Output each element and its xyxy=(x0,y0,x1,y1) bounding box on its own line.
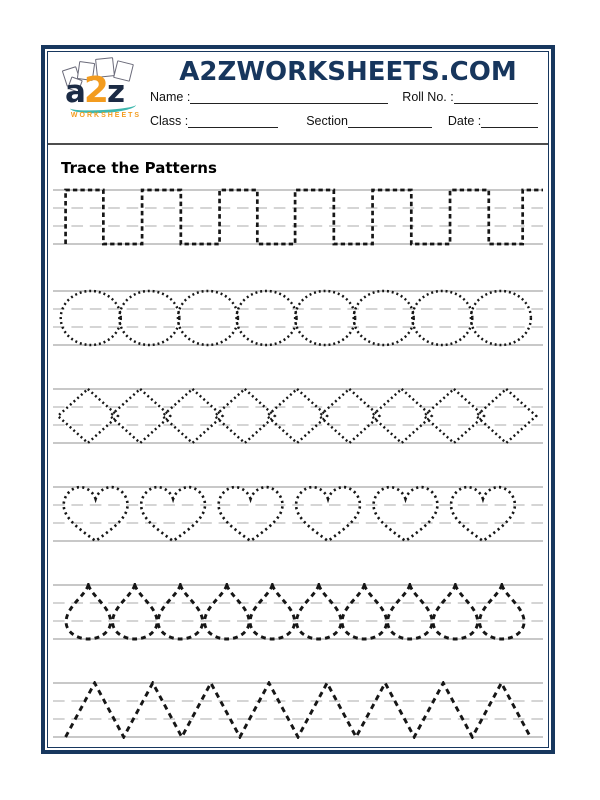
section-label: Section xyxy=(306,114,348,128)
form-row-1 xyxy=(150,90,538,104)
hearts-group xyxy=(64,487,515,541)
section-line[interactable] xyxy=(348,114,432,128)
guide-lines xyxy=(53,389,543,443)
header xyxy=(48,52,548,145)
worksheet-border-box xyxy=(41,45,555,754)
pattern-row-zigzag xyxy=(53,681,543,739)
roll-line[interactable] xyxy=(454,90,538,104)
circles-group xyxy=(61,291,531,345)
date-label: Date : xyxy=(447,114,482,128)
logo-letter-a: a xyxy=(65,74,84,110)
circles-trace-area[interactable] xyxy=(53,289,543,347)
pattern-row-square-wave xyxy=(53,188,543,246)
pattern-row-hearts xyxy=(53,485,543,543)
pattern-row-diamonds xyxy=(53,387,543,445)
guide-lines xyxy=(53,190,543,244)
square-wave-path xyxy=(66,190,543,244)
name-line[interactable] xyxy=(190,90,388,104)
teardrops-trace-area[interactable] xyxy=(53,583,543,641)
zigzag-trace-area[interactable] xyxy=(53,681,543,739)
student-info-fields xyxy=(150,90,548,128)
class-label: Class : xyxy=(150,114,189,128)
date-line[interactable] xyxy=(481,114,538,128)
worksheet-content xyxy=(48,145,548,739)
guide-lines xyxy=(53,585,543,639)
a2z-logo xyxy=(60,60,152,140)
square-wave-trace-area[interactable] xyxy=(53,188,543,246)
class-line[interactable] xyxy=(188,114,278,128)
teardrops-group xyxy=(66,585,524,639)
hearts-trace-area[interactable] xyxy=(53,485,543,543)
form-row-2 xyxy=(150,114,538,128)
diamonds-trace-area[interactable] xyxy=(53,387,543,445)
logo-letter-z: z xyxy=(106,74,124,110)
site-title: A2ZWORKSHEETS.COM xyxy=(179,57,517,87)
logo-subtext: WORKSHEETS xyxy=(70,112,142,119)
roll-label: Roll No. : xyxy=(402,90,454,104)
pattern-row-teardrops xyxy=(53,583,543,641)
zigzag-path xyxy=(66,683,531,737)
logo-digit-2: 2 xyxy=(83,70,107,111)
pattern-row-circles xyxy=(53,289,543,347)
worksheet-inner-box xyxy=(47,51,549,748)
diamonds-group xyxy=(58,389,536,443)
logo-text xyxy=(65,70,124,111)
name-label: Name : xyxy=(150,90,191,104)
worksheet-heading: Trace the Patterns xyxy=(61,159,217,177)
